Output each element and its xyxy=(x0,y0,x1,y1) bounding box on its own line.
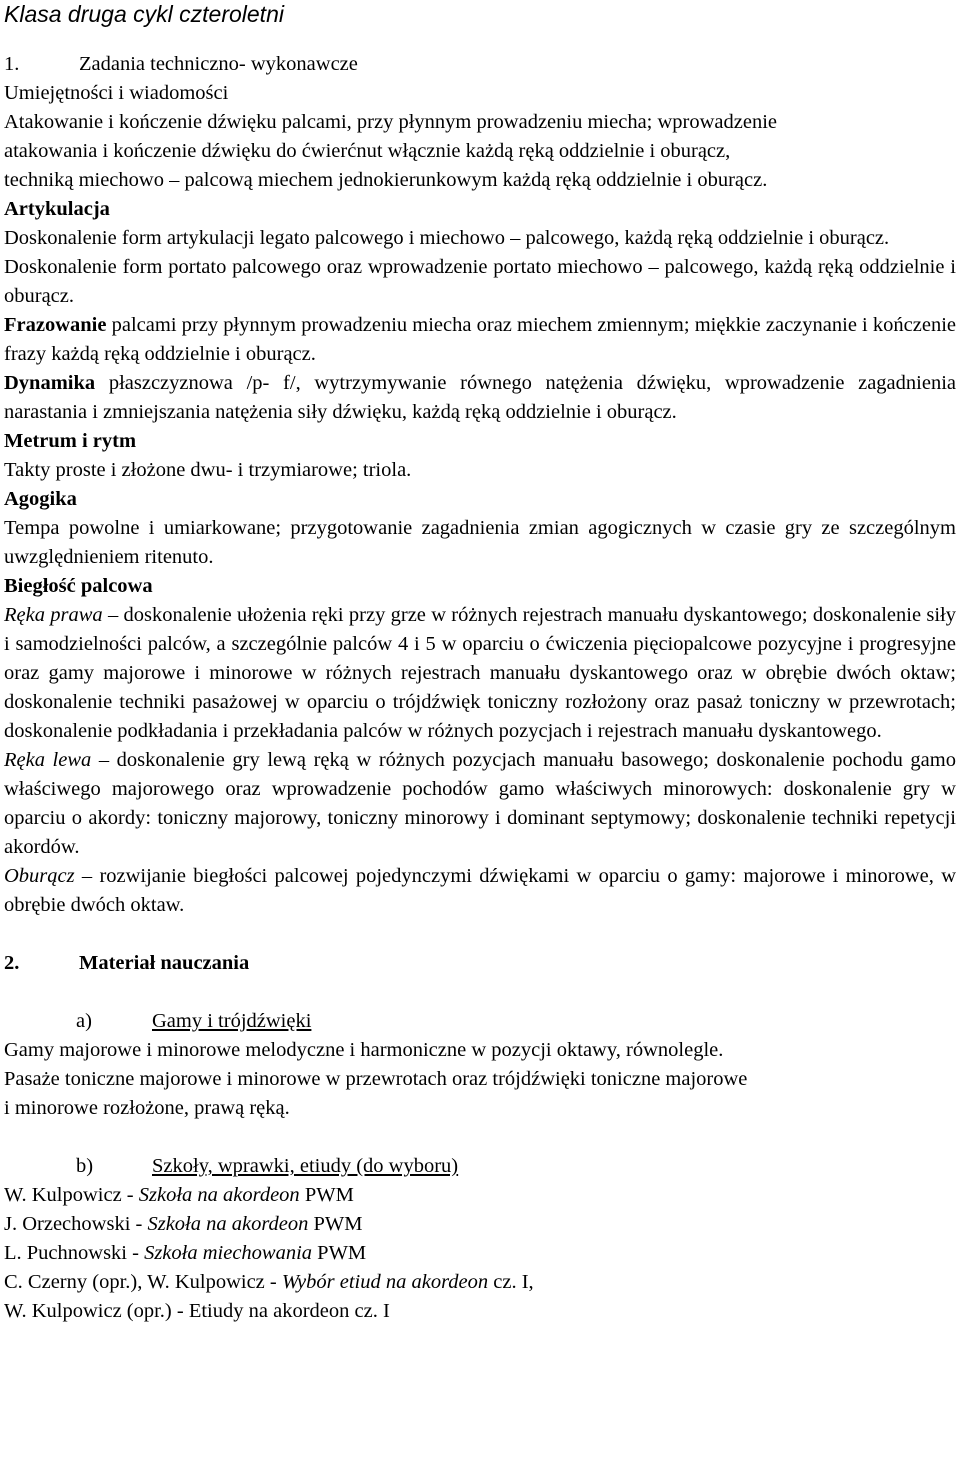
section2-heading xyxy=(4,949,956,978)
spacer xyxy=(4,1123,956,1152)
frazowanie-paragraph xyxy=(4,311,956,369)
section2-heading-text: Materiał nauczania xyxy=(79,952,250,974)
section1-heading xyxy=(4,50,956,79)
intro-line: atakowania i kończenie dźwięku do ćwierćnut włącznie każdą ręką oddzielnie i oburącz, xyxy=(4,140,731,162)
artykulacja-text: Doskonalenie form portato palcowego oraz wprowadzenie portato miechowo – palcowego, każdą ręką oddzielnie i oburącz. xyxy=(4,256,956,307)
oburacz-label: Oburącz xyxy=(4,865,75,887)
list-item: W. Kulpowicz - Szkoła na akordeon PWM xyxy=(4,1184,354,1206)
reka-prawa-text: – doskonalenie ułożenia ręki przy grze w różnych rejestrach manuału dyskantowego; doskonalenie siły i samodzielności palców, a szczególnie palców 4 i 5 w oparciu o ćwiczenia pięciopalcowe pozycyjne i progresyjne oraz gamy majorowe i minorowe w różnych rejestrach manuału dyskantowego oraz w obrębie dwóch oktaw; doskonalenie techniki pasażowej w oparciu o trójdźwięk toniczny rozłożony oraz pasaż toniczny w przewrotach; doskonalenie podkładania i przekładania palców w różnych pozycjach i rejestrach manuału dyskantowego. xyxy=(4,604,956,742)
frazowanie-label: Frazowanie xyxy=(4,314,107,336)
metrum-text: Takty proste i złożone dwu- i trzymiarowe; triola. xyxy=(4,459,412,481)
subsection-a-title: Gamy i trójdźwięki xyxy=(152,1010,312,1032)
spacer xyxy=(4,978,956,1007)
frazowanie-text: palcami przy płynnym prowadzeniu miecha oraz miechem zmiennym; miękkie zaczynanie i kończenie frazy każdą ręką oddzielnie i oburącz. xyxy=(4,314,956,365)
intro-line: Atakowanie i kończenie dźwięku palcami, przy płynnym prowadzeniu miecha; wprowadzenie xyxy=(4,111,778,133)
reka-lewa-paragraph xyxy=(4,746,956,862)
subsection-a-line: i minorowe rozłożone, prawą ręką. xyxy=(4,1097,290,1119)
oburacz-text: – rozwijanie biegłości palcowej pojedynczymi dźwiękami w oparciu o gamy: majorowe i minorowe, w obrębie dwóch oktaw. xyxy=(4,865,956,916)
dynamika-text: płaszczyznowa /p- f/, wytrzymywanie równego natężenia dźwięku, wprowadzenie zagadnienia narastania i zmniejszania natężenia siły dźwięku, każdą ręką oddzielnie i oburącz. xyxy=(4,372,956,423)
page-title: Klasa druga cykl czteroletni xyxy=(4,1,284,27)
dynamika-paragraph xyxy=(4,369,956,427)
section2-number: 2. xyxy=(4,952,20,974)
section1-number: 1. xyxy=(4,53,20,75)
list-item: L. Puchnowski - Szkoła miechowania PWM xyxy=(4,1242,367,1264)
intro-line: techniką miechowo – palcową miechem jednokierunkowym każdą ręką oddzielnie i oburącz. xyxy=(4,169,768,191)
agogika-text: Tempa powolne i umiarkowane; przygotowanie zagadnienia zmian agogicznych w czasie gry ze szczególnym uwzględnieniem ritenuto. xyxy=(4,517,956,568)
subsection-a-marker: a) xyxy=(76,1010,92,1032)
list-item: J. Orzechowski - Szkoła na akordeon PWM xyxy=(4,1213,363,1235)
artykulacja-text: Doskonalenie form artykulacji legato palcowego i miechowo – palcowego, każdą ręką oddzielnie i oburącz. xyxy=(4,227,890,249)
spacer xyxy=(4,920,956,949)
subsection-b-title: Szkoły, wprawki, etiudy (do wyboru) xyxy=(152,1155,459,1177)
metrum-label: Metrum i rytm xyxy=(4,430,137,452)
list-item: W. Kulpowicz (opr.) - Etiudy na akordeon cz. I xyxy=(4,1300,390,1322)
bieglosc-label: Biegłość palcowa xyxy=(4,575,153,597)
subsection-a-line: Gamy majorowe i minorowe melodyczne i harmoniczne w pozycji oktawy, równolegle. xyxy=(4,1039,724,1061)
subsection-b-heading xyxy=(4,1152,956,1181)
reka-lewa-text: – doskonalenie gry lewą ręką w różnych pozycjach manuału basowego; doskonalenie pochodu gamo właściwego majorowego oraz wprowadzenie pochodów gamo właściwych minorowych: doskonalenie gry w oparciu o akordy: toniczny majorowy, toniczny minorowy i dominant septymowy; doskonalenie techniki repetycji akordów. xyxy=(4,749,956,858)
reka-lewa-label: Ręka lewa xyxy=(4,749,92,771)
subsection-a-heading xyxy=(4,1007,956,1036)
subsection-b-marker: b) xyxy=(76,1155,94,1177)
section1-heading-text: Zadania techniczno- wykonawcze xyxy=(79,53,358,75)
section1-subheading: Umiejętności i wiadomości xyxy=(4,82,229,104)
subsection-a-line: Pasaże toniczne majorowe i minorowe w przewrotach oraz trójdźwięki toniczne majorowe xyxy=(4,1068,748,1090)
dynamika-label: Dynamika xyxy=(4,372,96,394)
list-item: C. Czerny (opr.), W. Kulpowicz - Wybór etiud na akordeon cz. I, xyxy=(4,1271,534,1293)
agogika-label: Agogika xyxy=(4,488,77,510)
oburacz-paragraph xyxy=(4,862,956,920)
reka-prawa-label: Ręka prawa xyxy=(4,604,103,626)
reka-prawa-paragraph xyxy=(4,601,956,746)
artykulacja-label: Artykulacja xyxy=(4,198,110,220)
